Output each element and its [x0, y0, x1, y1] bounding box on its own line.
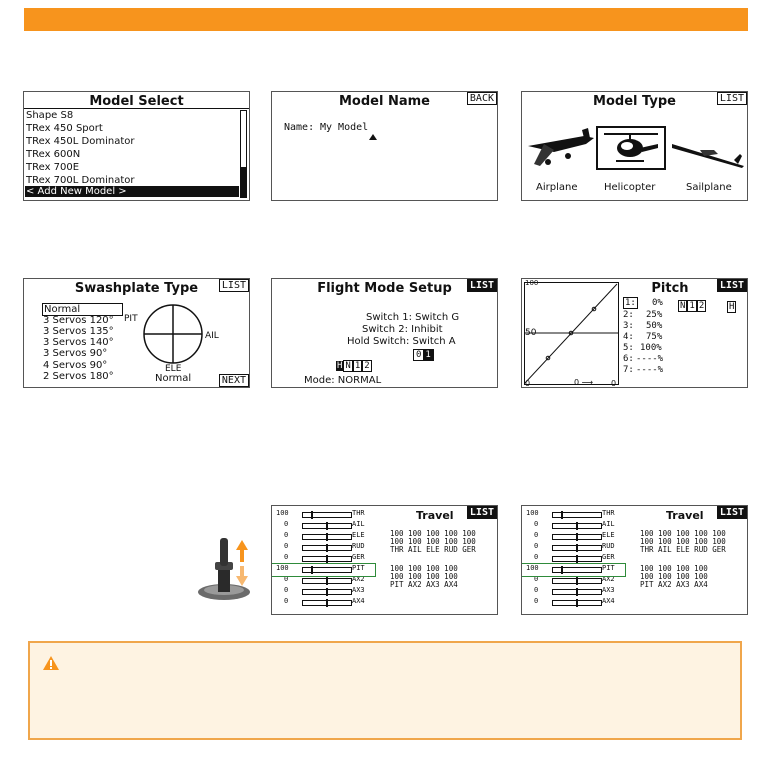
channel-name: THR	[352, 509, 365, 517]
channel-name: AX3	[352, 586, 365, 594]
mode-1: 1	[689, 301, 695, 311]
pit-highlight	[271, 563, 376, 577]
channel-bar	[552, 545, 602, 551]
channel-name: AX2	[602, 575, 615, 583]
pit-highlight	[521, 563, 626, 577]
pit-label: PIT	[124, 314, 138, 324]
channel-row-rud[interactable]	[522, 542, 627, 553]
pitch-point-value[interactable]: 75%	[646, 332, 663, 342]
channel-bar	[552, 534, 602, 540]
y-axis-mid: 50	[525, 328, 537, 338]
travel-row: PIT AX2 AX3 AX4	[640, 580, 708, 589]
channel-name: AIL	[352, 520, 365, 528]
list-item[interactable]: TRex 600N	[26, 149, 81, 160]
list-button[interactable]: LIST	[717, 92, 747, 105]
channel-name: AX3	[602, 586, 615, 594]
channel-bar	[552, 578, 602, 584]
sailplane-icon[interactable]	[670, 136, 746, 170]
type-label-sailplane[interactable]: Sailplane	[686, 182, 732, 193]
warning-box	[28, 641, 742, 740]
channel-bar	[302, 512, 352, 518]
arrow-right-icon: ⟶	[581, 378, 594, 387]
list-button[interactable]: LIST	[467, 506, 497, 519]
list-item[interactable]: Shape S8	[26, 110, 74, 121]
travel-row: 100 100 100 100	[390, 564, 458, 573]
channel-name: AX4	[352, 597, 365, 605]
swash-option[interactable]: 4 Servos 90°	[43, 360, 108, 371]
channel-name: THR	[602, 509, 615, 517]
channel-bar	[302, 545, 352, 551]
channel-row-ele[interactable]	[522, 531, 627, 542]
travel-row: 100 100 100 100	[390, 572, 458, 581]
channel-value: 0	[284, 542, 289, 550]
pitch-point-value[interactable]: 100%	[640, 343, 662, 353]
stick-up-illustration	[196, 532, 256, 604]
channel-row-rud[interactable]	[272, 542, 377, 553]
point-number: 1:	[625, 298, 636, 308]
ele-label: ELE	[165, 364, 182, 374]
travel-row: THR AIL ELE RUD GER	[390, 545, 476, 554]
hold-indicator: H	[729, 302, 735, 312]
screen-title: Model Name	[339, 94, 430, 109]
channel-name: GER	[602, 553, 615, 561]
header-bar	[24, 8, 748, 31]
channel-bar	[552, 600, 602, 606]
channel-bar	[552, 589, 602, 595]
channel-row-ax3[interactable]	[522, 586, 627, 597]
channel-value: 0	[284, 520, 289, 528]
list-button[interactable]: LIST	[717, 279, 747, 292]
channel-name: RUD	[352, 542, 365, 550]
type-label-airplane[interactable]: Airplane	[536, 182, 578, 193]
swash-option-selected[interactable]: Normal	[42, 303, 123, 316]
channel-value: 100	[276, 564, 289, 572]
channel-row-ax4[interactable]	[522, 597, 627, 608]
type-label-helicopter[interactable]: Helicopter	[604, 182, 656, 193]
screen-title: Flight Mode Setup	[317, 281, 452, 296]
x-cursor-value: 0	[574, 378, 580, 387]
channel-name: AIL	[602, 520, 615, 528]
screen-title: Travel	[666, 509, 704, 522]
mode-n: N	[680, 301, 686, 311]
swash-option[interactable]: 3 Servos 135°	[43, 326, 114, 337]
hold-switch-row[interactable]: Hold Switch: Switch A	[347, 336, 456, 347]
channel-value: 100	[526, 564, 539, 572]
channel-value: 0	[284, 586, 289, 594]
channel-bar	[302, 600, 352, 606]
model-name-screen	[271, 91, 498, 201]
pitch-point-number: 6:	[623, 354, 634, 364]
mode-indicators	[336, 361, 372, 371]
switch2-row[interactable]: Switch 2: Inhibit	[362, 324, 443, 335]
name-value[interactable]: My Model	[320, 122, 369, 133]
list-item[interactable]: TRex 700L Dominator	[26, 175, 135, 186]
travel-row: 100 100 100 100 100	[390, 529, 476, 538]
swash-option[interactable]: 3 Servos 90°	[43, 348, 108, 359]
mode-n: N	[345, 361, 351, 371]
channel-value: 0	[534, 531, 539, 539]
pitch-point-value[interactable]: 50%	[646, 321, 663, 331]
screen-title: Model Type	[593, 94, 676, 109]
position-0: 0	[416, 350, 422, 360]
channel-value: 100	[526, 509, 539, 517]
channel-row-ele[interactable]	[272, 531, 377, 542]
screen-title: Travel	[416, 509, 454, 522]
travel-row: 100 100 100 100	[640, 572, 708, 581]
list-button[interactable]: LIST	[467, 279, 497, 292]
list-item[interactable]: TRex 450 Sport	[26, 123, 103, 134]
travel-row: 100 100 100 100	[640, 564, 708, 573]
channel-name: PIT	[352, 564, 365, 572]
x-axis-left: 0	[525, 379, 531, 388]
ail-label: AIL	[205, 331, 219, 341]
switch-position-indicator	[413, 349, 434, 361]
airplane-icon[interactable]	[524, 124, 596, 172]
channel-value: 0	[284, 575, 289, 583]
mode-2: 2	[364, 361, 370, 371]
list-item[interactable]: TRex 450L Dominator	[26, 136, 135, 147]
channel-bar	[302, 589, 352, 595]
pitch-point-number: 3:	[623, 321, 634, 331]
channel-name: AX2	[352, 575, 365, 583]
flight-mode-screen	[271, 278, 498, 388]
pitch-mode-indicators	[678, 301, 706, 311]
current-swash: Normal	[155, 373, 192, 384]
channel-bar	[552, 523, 602, 529]
channel-name: AX4	[602, 597, 615, 605]
channel-name: ELE	[602, 531, 615, 539]
pitch-curve-graph	[524, 282, 620, 386]
channel-value: 0	[534, 553, 539, 561]
travel-row: THR AIL ELE RUD GER	[640, 545, 726, 554]
scrollbar[interactable]	[240, 110, 247, 198]
travel-row: PIT AX2 AX3 AX4	[390, 580, 458, 589]
pitch-point-value[interactable]: ----%	[636, 354, 664, 364]
channel-bar	[302, 534, 352, 540]
channel-bar	[552, 512, 602, 518]
swashplate-screen	[23, 278, 250, 388]
channel-bar	[302, 556, 352, 562]
channel-value: 100	[276, 509, 289, 517]
swash-option[interactable]: 3 Servos 140°	[43, 337, 114, 348]
list-button[interactable]: LIST	[717, 506, 747, 519]
name-label: Name:	[284, 122, 315, 133]
channel-row-ail[interactable]	[522, 520, 627, 531]
channel-bar	[302, 523, 352, 529]
pitch-point-value[interactable]: 0%	[652, 298, 663, 308]
pitch-point-value[interactable]: 25%	[646, 310, 663, 320]
channel-value: 0	[534, 597, 539, 605]
x-axis-right: 0	[611, 379, 617, 388]
model-type-screen	[521, 91, 748, 201]
channel-row-thr[interactable]	[272, 509, 377, 520]
travel-row: 100 100 100 100 100	[640, 529, 726, 538]
travel-screen-left	[271, 505, 498, 615]
x-axis-cursor	[574, 378, 593, 387]
mode-2: 2	[698, 301, 705, 311]
cursor-icon	[369, 134, 377, 140]
swash-option[interactable]: 2 Servos 180°	[43, 371, 114, 382]
helicopter-icon[interactable]	[600, 128, 662, 168]
channel-bar	[302, 578, 352, 584]
channel-value: 0	[284, 531, 289, 539]
pitch-point-number: 7:	[623, 365, 634, 375]
channel-row-ax4[interactable]	[272, 597, 377, 608]
channel-value: 0	[534, 542, 539, 550]
screen-title: Pitch	[651, 281, 689, 296]
channel-name: GER	[352, 553, 365, 561]
current-mode: Mode: NORMAL	[304, 375, 382, 386]
travel-screen-right	[521, 505, 748, 615]
travel-row: 100 100 100 100 100	[390, 537, 476, 546]
channel-value: 0	[534, 586, 539, 594]
channel-value: 0	[284, 597, 289, 605]
swashplate-diagram	[138, 303, 208, 367]
back-button[interactable]: BACK	[467, 92, 497, 105]
channel-name: ELE	[352, 531, 365, 539]
next-button[interactable]: NEXT	[219, 374, 249, 387]
travel-row: 100 100 100 100 100	[640, 537, 726, 546]
mode-h: H	[337, 361, 343, 371]
channel-name: PIT	[602, 564, 615, 572]
channel-value: 0	[284, 553, 289, 561]
screen-title: Model Select	[89, 94, 184, 109]
pitch-point-number: 5:	[623, 343, 634, 353]
channel-value: 0	[534, 520, 539, 528]
channel-name: RUD	[602, 542, 615, 550]
add-new-model-item[interactable]: < Add New Model >	[25, 186, 239, 197]
swash-option[interactable]: 3 Servos 120°	[43, 315, 114, 326]
channel-value: 0	[534, 575, 539, 583]
pitch-point-1[interactable]	[623, 298, 638, 308]
list-button[interactable]: LIST	[219, 279, 249, 292]
channel-row-ail[interactable]	[272, 520, 377, 531]
channel-bar	[552, 556, 602, 562]
pitch-point-number: 4:	[623, 332, 634, 342]
channel-row-ax3[interactable]	[272, 586, 377, 597]
pitch-point-number: 2:	[623, 310, 634, 320]
warning-icon	[42, 655, 60, 671]
pitch-screen	[521, 278, 748, 388]
screen-title: Swashplate Type	[74, 281, 199, 296]
mode-1: 1	[354, 361, 361, 371]
channel-row-thr[interactable]	[522, 509, 627, 520]
pitch-point-value[interactable]: ----%	[636, 365, 664, 375]
list-item[interactable]: TRex 700E	[26, 162, 80, 173]
switch1-row[interactable]: Switch 1: Switch G	[366, 312, 460, 323]
position-1: 1	[425, 350, 431, 360]
model-select-screen	[23, 91, 250, 201]
y-axis-top: 100	[525, 279, 539, 287]
